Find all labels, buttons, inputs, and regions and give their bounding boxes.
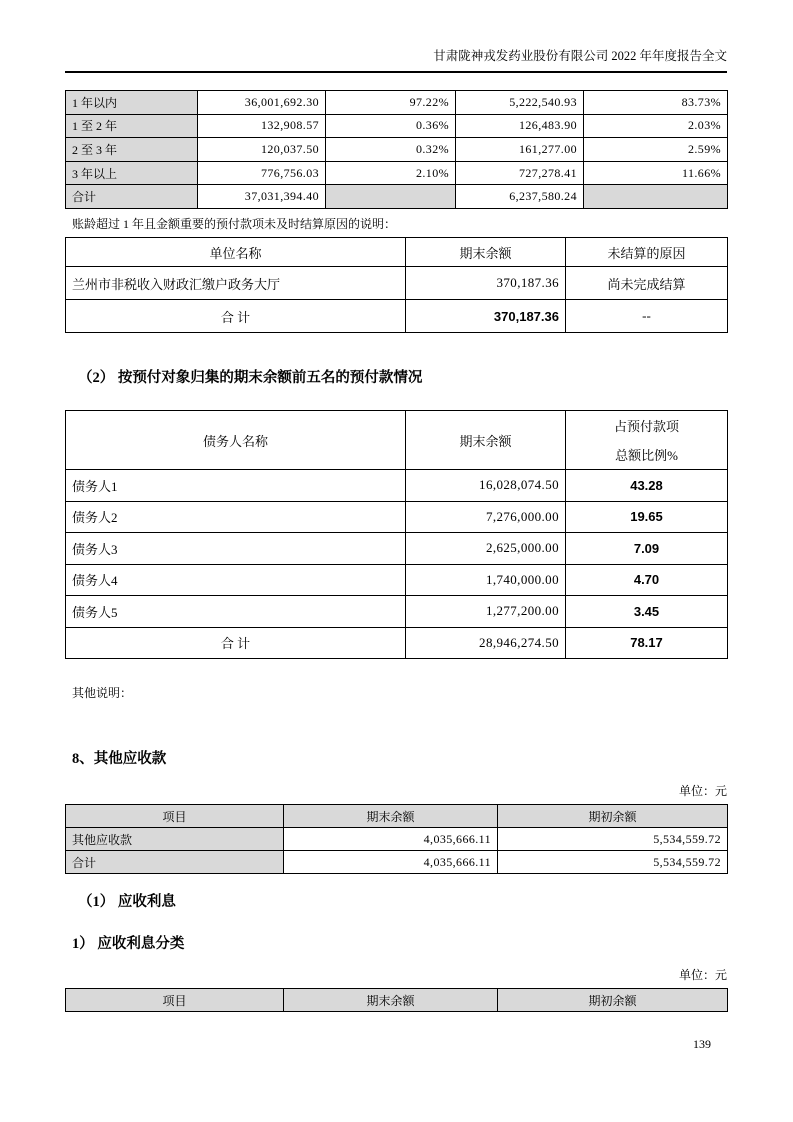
unsettled-total-amount-cell: 370,187.36 [406,300,566,333]
top5-ratio-header [566,411,728,470]
table-header-row [66,989,728,1012]
aging-begin-pct-cell: 2.03% [584,114,728,138]
table-header-row [66,805,728,828]
unsettled-reason-cell: 尚未完成结算 [566,267,728,300]
top5-total-label-cell: 合 计 [66,627,406,659]
aging-label-cell: 3 年以上 [66,161,198,185]
aging-end-amount-cell: 120,037.50 [198,138,326,162]
section-heading-interest-classification: 1） 应收利息分类 [72,936,185,952]
aging-end-pct-cell: 0.36% [326,114,456,138]
table-row [66,533,728,565]
unit-label: 单位：元 [678,784,727,798]
aging-label-cell: 合计 [66,185,198,209]
top5-total-ratio-cell: 78.17 [566,627,728,659]
top5-ratio-header-line1: 占预付款项 [613,419,679,434]
table-total-row [66,627,728,659]
top5-total-amount-cell: 28,946,274.50 [406,627,566,659]
unsettled-name-cell: 兰州市非税收入财政汇缴户政务大厅 [66,267,406,300]
aging-end-pct-cell: 2.10% [326,161,456,185]
table-header-row [66,411,728,470]
aging-begin-pct-cell: 2.59% [584,138,728,162]
top5-ratio-cell: 43.28 [566,470,728,502]
top5-ratio-cell: 7.09 [566,533,728,565]
unsettled-end-balance-cell: 370,187.36 [406,267,566,300]
top5-ratio-header-line2: 总额比例% [615,448,678,463]
prepay-top5-table [65,410,728,659]
table-row [66,138,728,162]
top5-end-balance-cell: 7,276,000.00 [406,501,566,533]
interest-receivable-table [65,988,728,1012]
page-number: 139 [693,1037,711,1051]
table-total-row [66,851,728,874]
table-row [66,91,728,115]
top5-name-cell: 债务人3 [66,533,406,565]
unsettled-total-label-cell: 合 计 [66,300,406,333]
table-header-row [66,238,728,267]
unsettled-name-header: 单位名称 [66,238,406,267]
aging-label-cell: 1 年以内 [66,91,198,115]
top5-ratio-cell: 3.45 [566,596,728,628]
aging-end-amount-cell: 132,908.57 [198,114,326,138]
other-begin-balance-cell: 5,534,559.72 [498,828,728,851]
other-item-cell: 其他应收款 [66,828,284,851]
top5-name-cell: 债务人2 [66,501,406,533]
unsettled-reason-header: 未结算的原因 [566,238,728,267]
aging-end-pct-cell: 0.32% [326,138,456,162]
aging-end-pct-cell [326,185,456,209]
top5-name-cell: 债务人4 [66,564,406,596]
interest-begin-balance-header: 期初余额 [498,989,728,1012]
report-header-title: 甘肃陇神戎发药业股份有限公司 2022 年年度报告全文 [65,46,727,73]
table-row [66,267,728,300]
other-begin-balance-cell: 5,534,559.72 [498,851,728,874]
top5-name-header: 债务人名称 [66,411,406,470]
section-heading-other-receivables: 8、其他应收款 [72,751,167,767]
unsettled-total-reason-cell: -- [566,300,728,333]
top5-ratio-cell: 19.65 [566,501,728,533]
section-heading-prepay-top5: （2） 按预付对象归集的期末余额前五名的预付款情况 [78,370,423,386]
other-end-balance-cell: 4,035,666.11 [284,828,498,851]
aging-note-text: 账龄超过 1 年且金额重要的预付款项未及时结算原因的说明： [72,217,397,231]
table-total-row [66,185,728,209]
top5-name-cell: 债务人1 [66,470,406,502]
aging-label-cell: 2 至 3 年 [66,138,198,162]
table-row [66,114,728,138]
aging-end-amount-cell: 36,001,692.30 [198,91,326,115]
other-end-balance-header: 期末余额 [284,805,498,828]
aging-end-amount-cell: 37,031,394.40 [198,185,326,209]
aging-end-amount-cell: 776,756.03 [198,161,326,185]
table-row [66,161,728,185]
interest-end-balance-header: 期末余额 [284,989,498,1012]
aging-begin-pct-cell: 83.73% [584,91,728,115]
aging-begin-amount-cell: 126,483.90 [456,114,584,138]
top5-end-balance-header: 期末余额 [406,411,566,470]
prepayment-aging-table [65,90,728,209]
other-note-text: 其他说明： [72,686,133,700]
top5-end-balance-cell: 1,740,000.00 [406,564,566,596]
other-end-balance-cell: 4,035,666.11 [284,851,498,874]
aging-begin-amount-cell: 727,278.41 [456,161,584,185]
table-row [66,828,728,851]
aging-begin-amount-cell: 161,277.00 [456,138,584,162]
unsettled-prepayment-table [65,237,728,333]
aging-begin-amount-cell: 5,222,540.93 [456,91,584,115]
table-row [66,470,728,502]
other-item-cell: 合计 [66,851,284,874]
aging-begin-amount-cell: 6,237,580.24 [456,185,584,209]
top5-end-balance-cell: 16,028,074.50 [406,470,566,502]
top5-name-cell: 债务人5 [66,596,406,628]
top5-ratio-cell: 4.70 [566,564,728,596]
table-row [66,501,728,533]
aging-end-pct-cell: 97.22% [326,91,456,115]
aging-label-cell: 1 至 2 年 [66,114,198,138]
table-row [66,564,728,596]
table-row [66,596,728,628]
interest-item-header: 项目 [66,989,284,1012]
unsettled-end-balance-header: 期末余额 [406,238,566,267]
other-receivables-table [65,804,728,874]
top5-end-balance-cell: 2,625,000.00 [406,533,566,565]
section-heading-interest-receivable: （1） 应收利息 [78,894,176,910]
other-item-header: 项目 [66,805,284,828]
other-begin-balance-header: 期初余额 [498,805,728,828]
aging-begin-pct-cell: 11.66% [584,161,728,185]
top5-end-balance-cell: 1,277,200.00 [406,596,566,628]
unit-label: 单位：元 [678,968,727,982]
table-total-row [66,300,728,333]
aging-begin-pct-cell [584,185,728,209]
